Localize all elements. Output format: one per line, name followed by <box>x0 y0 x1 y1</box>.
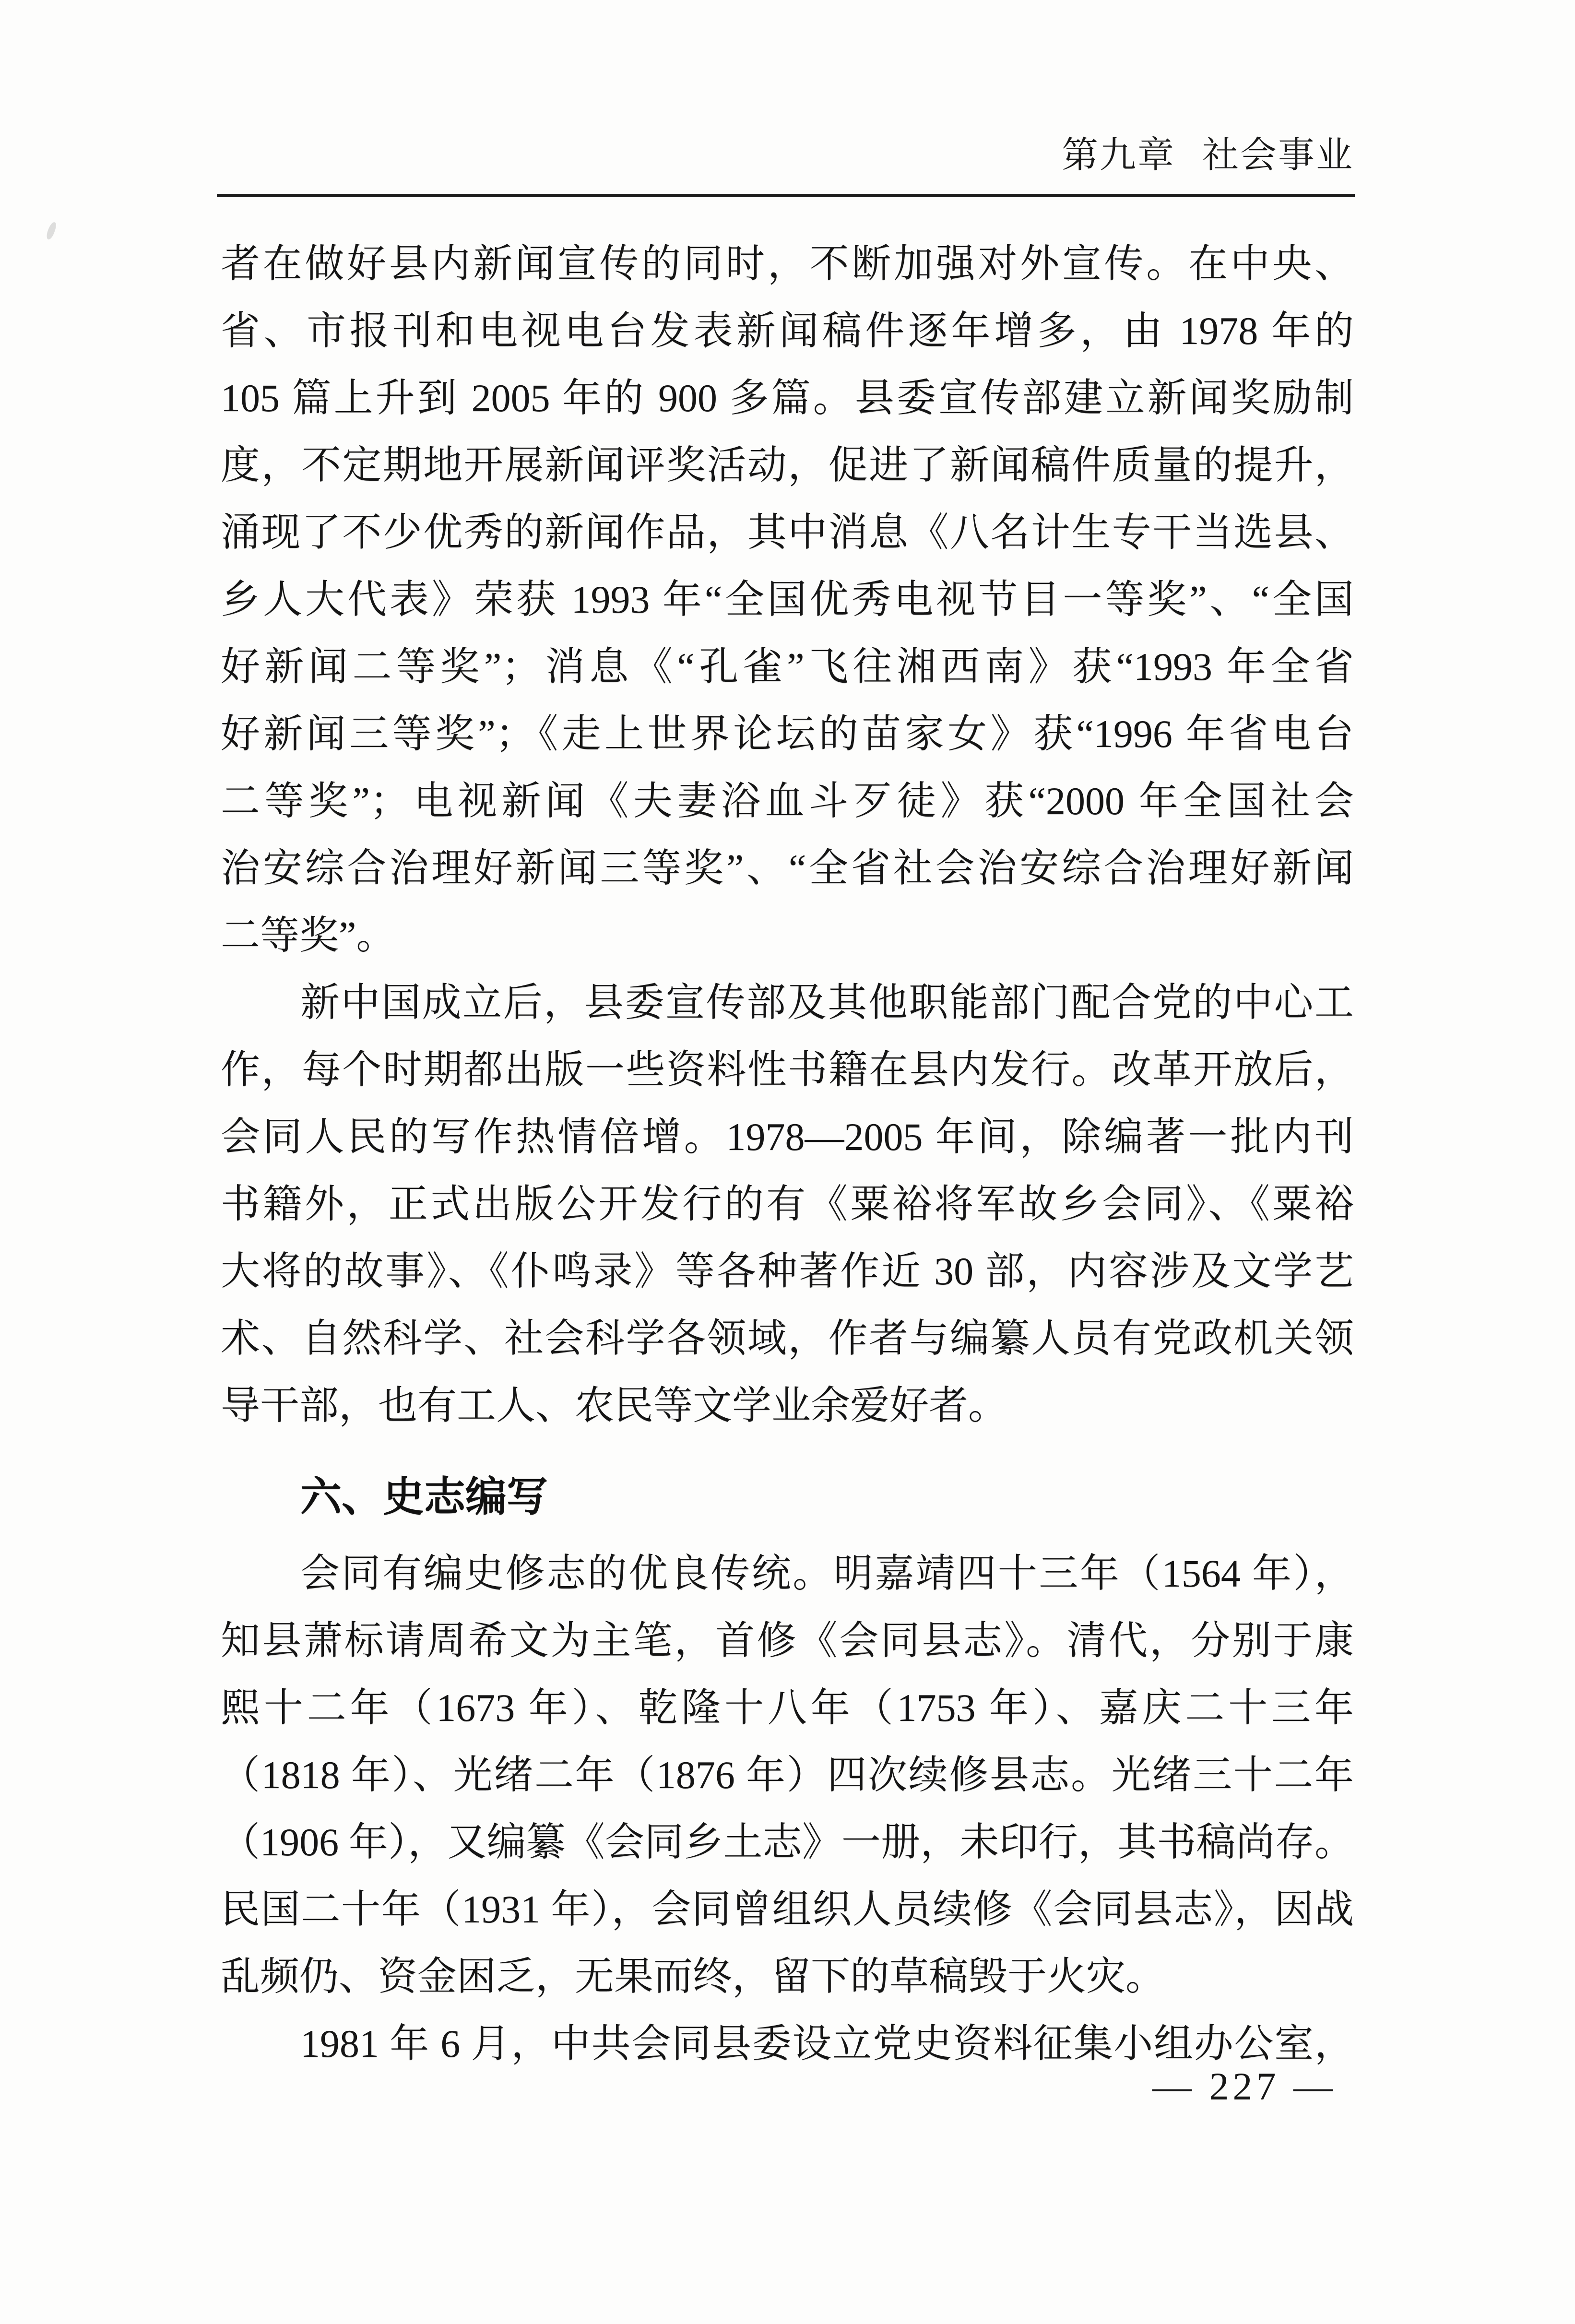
text-line: 会同有编史修志的优良传统。明嘉靖四十三年（1564 年）， <box>300 1552 1354 1595</box>
ink-smudge <box>45 221 57 240</box>
text-line: （1906 年），又编纂《会同乡土志》一册，未印行，其书稿尚存。 <box>221 1820 1354 1864</box>
text-line: 二等奖”。 <box>221 913 396 957</box>
text-line: 二等奖”；电视新闻《夫妻浴血斗歹徒》获“2000 年全国社会 <box>221 779 1354 823</box>
text-line: 好新闻二等奖”；消息《“孔雀”飞往湘西南》获“1993 年全省 <box>221 645 1354 688</box>
text-line: 省、市报刊和电视电台发表新闻稿件逐年增多，由 1978 年的 <box>221 309 1354 353</box>
text-line: 大将的故事》、《仆鸣录》等各种著作近 30 部，内容涉及文学艺 <box>221 1249 1354 1293</box>
text-line: 书籍外，正式出版公开发行的有《粟裕将军故乡会同》、《粟裕 <box>221 1182 1354 1226</box>
text-line: 会同人民的写作热情倍增。1978—2005 年间，除编著一批内刊 <box>221 1115 1354 1159</box>
text-line: 度，不定期地开展新闻评奖活动，促进了新闻稿件质量的提升， <box>221 443 1354 487</box>
text-line: 熙十二年（1673 年）、乾隆十八年（1753 年）、嘉庆二十三年 <box>221 1686 1354 1730</box>
chapter-title: 社会事业 <box>1202 135 1354 176</box>
text-line: 导干部，也有工人、农民等文学业余爱好者。 <box>221 1384 1008 1427</box>
text-line: 民国二十年（1931 年），会同曾组织人员续修《会同县志》，因战 <box>221 1887 1354 1931</box>
text-line: 术、自然科学、社会科学各领域，作者与编纂人员有党政机关领 <box>221 1316 1354 1360</box>
text-line: 乱频仍、资金困乏，无果而终，留下的草稿毁于火灾。 <box>221 1955 1165 1998</box>
header-rule <box>217 194 1355 197</box>
text-line: 1981 年 6 月，中共会同县委设立党史资料征集小组办公室， <box>300 2022 1354 2065</box>
text-line: 知县萧标请周希文为主笔，首修《会同县志》。清代，分别于康 <box>221 1619 1354 1662</box>
text-body <box>221 230 1354 2077</box>
text-line: 新中国成立后，县委宣传部及其他职能部门配合党的中心工 <box>300 981 1354 1024</box>
paragraph <box>221 1540 1354 2010</box>
text-line: 治安综合治理好新闻三等奖”、“全省社会治安综合治理好新闻 <box>221 846 1354 890</box>
chapter-label: 第九章 <box>1062 135 1175 176</box>
paragraph <box>221 969 1354 1439</box>
text-line: 者在做好县内新闻宣传的同时，不断加强对外宣传。在中央、 <box>221 242 1354 285</box>
text-line: 105 篇上升到 2005 年的 900 多篇。县委宣传部建立新闻奖励制 <box>221 376 1354 420</box>
text-line: 作，每个时期都出版一些资料性书籍在县内发行。改革开放后， <box>221 1048 1354 1091</box>
text-line: 乡人大代表》荣获 1993 年“全国优秀电视节目一等奖”、“全国 <box>221 578 1354 621</box>
text-line: 好新闻三等奖”；《走上世界论坛的苗家女》获“1996 年省电台 <box>221 712 1354 756</box>
page-number: — 227 — <box>1152 2064 1337 2108</box>
running-header <box>220 126 1354 178</box>
text-line: 涌现了不少优秀的新闻作品，其中消息《八名计生专干当选县、 <box>221 510 1354 554</box>
section-heading: 六、史志编写 <box>300 1474 548 1520</box>
paragraph <box>221 230 1354 969</box>
text-line: （1818 年）、光绪二年（1876 年）四次续修县志。光绪三十二年 <box>221 1753 1354 1797</box>
